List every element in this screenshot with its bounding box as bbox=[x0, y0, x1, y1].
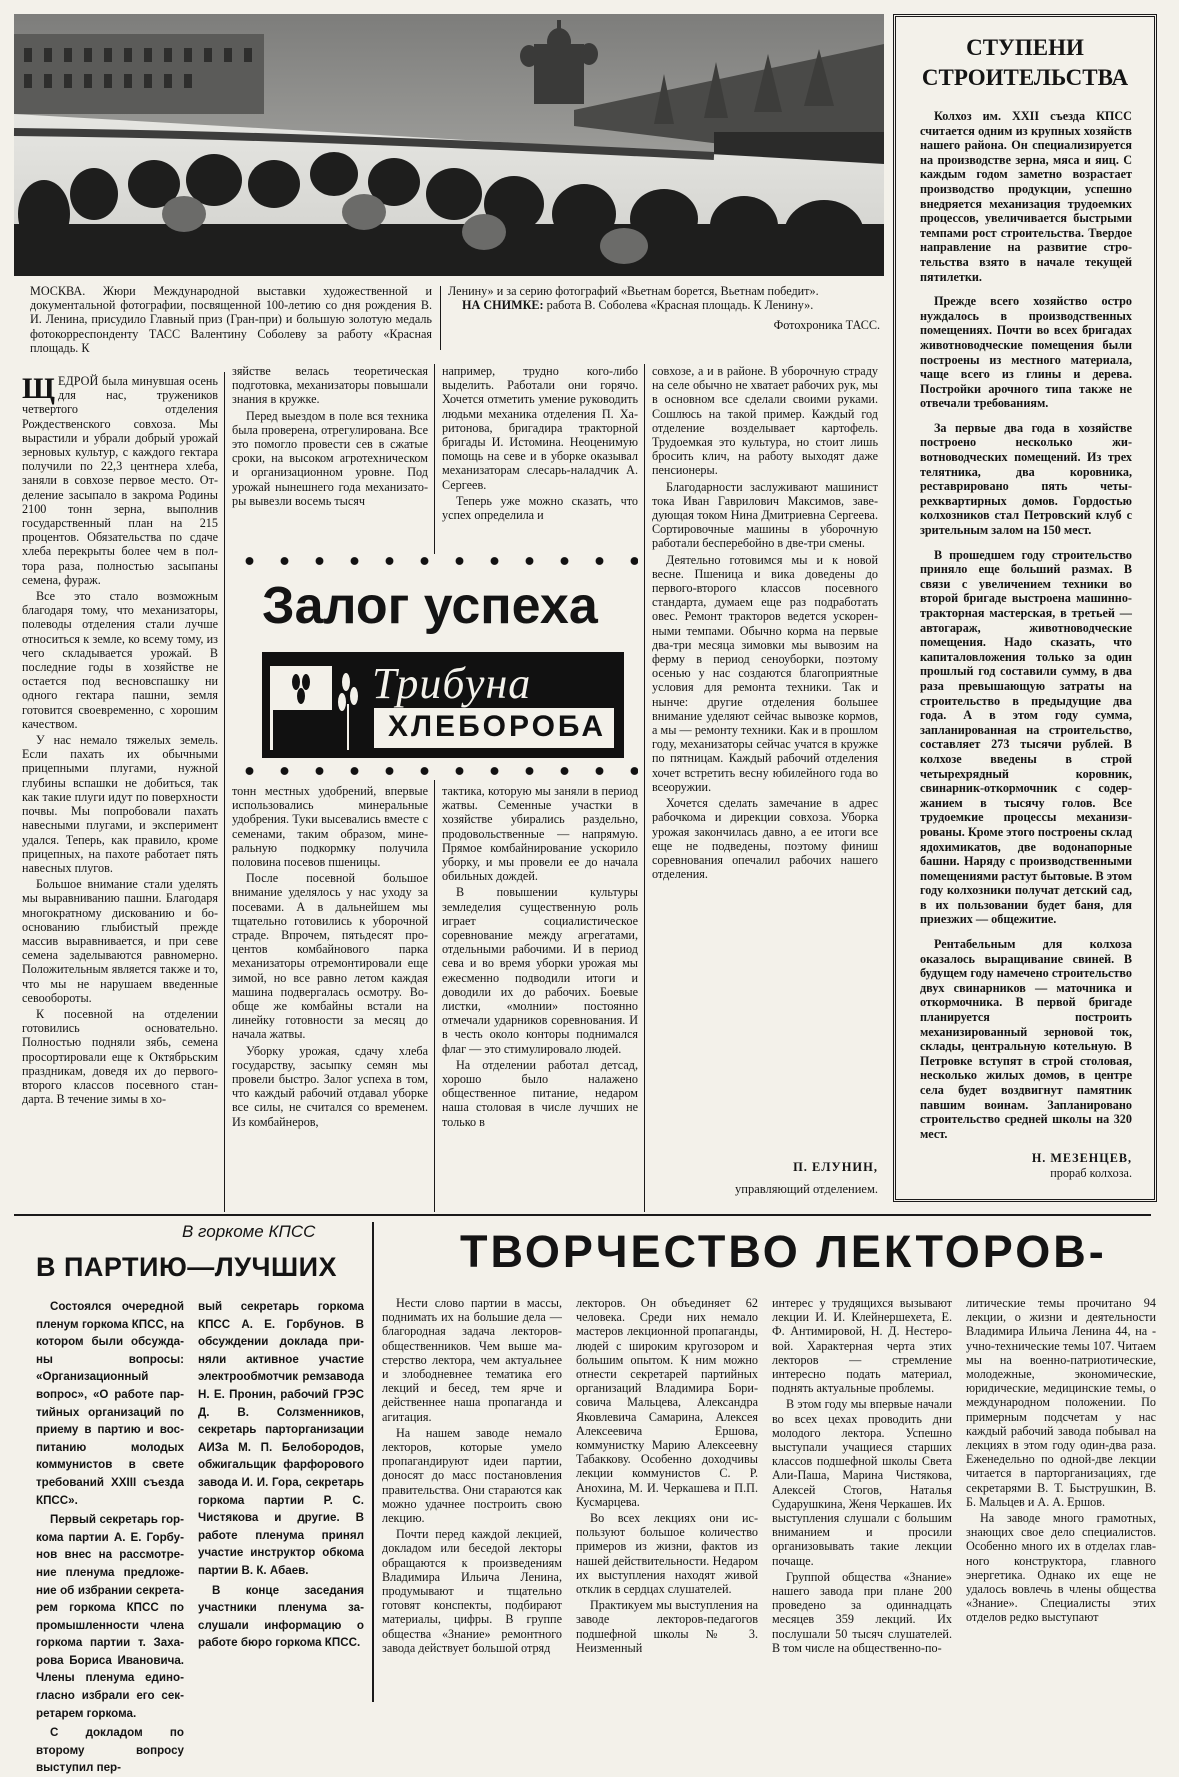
sidebar-paragraph: За первые два года в хозяйстве построено несколько животноводческих помещений. Из трех телятника, два коровника, реставрировано пять четырехквартирных домов. Гордостью колхозников стал Петровский клуб с зрительным залом на 150 мест. bbox=[920, 420, 1132, 538]
lektory-column-1 bbox=[382, 1296, 562, 1702]
lektory-paragraph: Во всех лекциях они используют большое количество примеров из жизни, фактов из нашей действительности. Недаром их выступления находят живой отклик в сердцах слушателей. bbox=[576, 1511, 758, 1597]
sidebar-paragraph: Колхоз им. XXII съезда КПСС считается одним из крупных хозяйств нашего района. Он специализируется на производстве зерна, мяса и яиц. С каждым годом заметно возрастает производство продукции, успешно внедряется механизация трудоемких процессов, увеличивается быстрыми темпами рост строительства. Твердое направление на развитие стротельства взято в начале текущей пятилетки. bbox=[920, 109, 1132, 284]
zalog-paragraph: Хочется сделать замечание в адрес рабочкома и дирекции совхоза. Уборка урожая закончилась давно, а ее итоги все еще не подведены, поэтому финиш соревнования опечалил рабочих нашего отделения. bbox=[652, 796, 878, 882]
zalog-paragraph: ЕДРОЙ была минувшая осень для нас, тружеников четвертого отделения Рождественского совхоза. Мы вырастили и убрали добрый урожай зерновых культур, с каждого гектара получили по 22,3 центнера хлеба, заняли в совхозе первое место. Отделение засыпало в закрома Родины 2100 тонн зерна, выполнив государственный план на 215 процентов. Обязательства по сдаче хлеба перекрыты более чем в полтора раза, полностью засыпаны семена, фураж. bbox=[22, 374, 218, 587]
column-divider bbox=[434, 364, 435, 554]
zalog-paragraph: Уборку урожая, сдачу хлеба государству, засыпку семян мы провели быстро. Залог успеха в том, что каждый рабочий отдавал уборке все силы, не считался со временем. Из комбайнеров, bbox=[232, 1043, 428, 1129]
zalog-paragraph: В повышении культуры земледелия существенную роль играет социалистическое соревнование между агрегатами, отдельными рабочими. И в период сева и во время уборки урожая мы ежесменно подводили итоги и доводили их до рабочих. Боевые листки, «молнии» постоянно отмечали ударников соревнования. И в честь около конторы поднимался флаг — это стимулировало людей. bbox=[442, 885, 638, 1056]
photo-caption-right bbox=[448, 284, 880, 333]
zalog-headline: Залог успеха bbox=[262, 577, 598, 635]
red-square-photo bbox=[14, 14, 884, 276]
lektory-headline: ТВОРЧЕСТВО ЛЕКТОРОВ- bbox=[460, 1226, 1107, 1277]
photo-credit: Фотохроника ТАСС. bbox=[773, 318, 880, 333]
column-divider bbox=[372, 1222, 374, 1702]
zalog-column-3-top bbox=[442, 364, 638, 556]
section-divider bbox=[14, 1214, 1151, 1216]
on-photo-label: НА СНИМКЕ: bbox=[462, 298, 544, 313]
zalog-paragraph: зяйстве велась теоретическая подготовка, механизаторы повышали знания в кружке. bbox=[232, 364, 428, 407]
lektory-paragraph: интерес у трудящихся вызывают лекции И. И. Клейнершехета, Е. Ф. Антимировой, Н. Д. Нестеровой. Характерная черта этих лекторов — стремление интересно подать материал, поднять актуальные проблемы. bbox=[772, 1296, 952, 1396]
zalog-paragraph: Благодарности заслуживают машинист тока Иван Гаврилович Максимов, заведующая током Нина Дмитриевна Сергеева. Сортировочные машины в уборочную работали бесперебойно в две-три смены. bbox=[652, 479, 878, 551]
sidebar-paragraph: В прошедшем году строительство приняло еще больший размах. В связи с увеличением техники во второй бригаде выстроена машинно-тракторная мастерская, в третьей — автогараж, животноводческие помещения. Надо сказать, что капиталовложения только за один прошлый год составили сумму, в два раза превышающую затраты на строительство в предыдущие два года. А в этом году сумма, запланированная на строительство, составляет 273 тысячи рублей. В колхозе введены в строй четырехрядный коровник, свинарник-откормочник с содержанием в тысячу голов. Все трудоемкие процессы механизированы. Кроме этого построены склад ядохимикатов, две водонапорные башни. Наряду с производственными помещениями растут бытовые. В этом году колхозники получат детский сад, в их пользовании будет баня, для приезжих — общежитие. bbox=[920, 547, 1132, 927]
lektory-column-3 bbox=[772, 1296, 952, 1702]
lektory-paragraph: На нашем заводе немало лекторов, которые умело пропагандируют идеи партии, доносят до масс постановления правительства. Они стараются как можно удачнее построить свою лекцию. bbox=[382, 1425, 562, 1526]
gorkom-column-2 bbox=[198, 1298, 364, 1702]
gorkom-column-1 bbox=[36, 1298, 184, 1775]
lektory-paragraph: Почти перед каждой лекцией, докладом или беседой лекторы обращаются к произведениям Владимира Ильича Ленина, продумывают и тщательно готовят конспекты, подбирают материалы, цифры. В группе общества «Знание» ремонтного завода действует большой отряд bbox=[382, 1527, 562, 1655]
caption-divider bbox=[440, 286, 441, 350]
tribuna-khleboroba-banner bbox=[262, 652, 624, 758]
zalog-paragraph: После посевной большое внимание уделялось у нас уходу за посевами. А в дальнейшем мы тщательно готовились к уборочной страде. Впрочем, пятьдесят процентов комбайнового парка механизаторы отремонтировали еще зимой, но все равно летом каждая машина подвергалась осмотру. Вообще же комбайны встали на линейку готовности за месяц до начала жатвы. bbox=[232, 871, 428, 1042]
gorkom-paragraph: С докладом по второму вопросу выступил пер- bbox=[36, 1726, 184, 1775]
photo-caption-continued: Ленину» и за серию фотографий «Вьетнам борется, Вьетнам победит». bbox=[448, 284, 819, 298]
zalog-paragraph: К посевной на отделении готовились основательно. Полностью подняли зябь, семена просортировали еще к Октябрьским праздникам, доведя их до первого-второго классов посевного стандарта. В течение зимы в хо- bbox=[22, 1006, 218, 1107]
dotted-border-top bbox=[232, 556, 638, 566]
zalog-author: П. ЕЛУНИН, bbox=[793, 1160, 878, 1174]
lektory-paragraph: В этом году мы впервые начали во всех цехах проводить дни молодого лектора. Успешно выступали учащиеся старших классов подшефной школы Света Али-Паша, Марина Чистякова, Алексей Стогов, Наталья Сударушкина, Женя Черкашев. Их выступления слушали с большим вниманием и просили организовывать такие лекции почаще. bbox=[772, 1397, 952, 1568]
banner-word-tribuna: Трибуна bbox=[372, 659, 532, 708]
sidebar-headline bbox=[896, 33, 1154, 93]
zalog-column-1 bbox=[22, 374, 218, 1214]
zalog-column-3-bottom bbox=[442, 784, 638, 1214]
zalog-paragraph: У нас немало тяжелых земель. Если пахать их обычными прицепными плугами, нужной глубины вспашки не добиться, так как такие плуги идут по поверхности почвы. Мы попробовали пахать навесными плугами, и эксперимент удался. Теперь, как правило, кроме прицепных, на пахоте работает пять навесных плугов. bbox=[22, 733, 218, 875]
gorkom-paragraph: Состоялся очередной пленум горкома КПСС, на котором были обсужданы вопросы: «Организационный вопрос», «О работе партийных организаций по приему в партию и воспитанию молодых коммунистов в свете требований XXIII съезда КПСС». bbox=[36, 1300, 184, 1507]
sidebar-paragraph: Прежде всего хозяйство остро нуждалось в производственных помещениях. Почти во всех бригадах животноводческие помещения были построены из местного материала, чаще всего из глины и дерева. Постройки арочного типа также не отвечали требованиям. bbox=[920, 294, 1132, 411]
zalog-paragraph: например, трудно кого-либо выделить. Работали они горячо. Хочется отметить умение руководить людьми механика отделения П. Харитонова, бригадира тракторной бригады И. Истомина. Неоценимую помощь на севе и в уборке оказывал механизаторам слесарь-наладчик А. Сергеев. bbox=[442, 364, 638, 492]
banner-word-khleboroba: ХЛЕБОРОБА bbox=[388, 710, 607, 743]
sidebar-article-stupeni bbox=[893, 14, 1157, 1202]
lektory-paragraph: литические темы прочитано 94 лекции, о жизни и деятельности Владимира Ильича Ленина 44, на учно-технические темы 107. Читаем мы на военно-патриотические, молодежные, экономические, юридические, медицинские темы, о международном положении. По примерным подсчетам у нас каждый рабочий завода побывал на лекциях в этом году один-два раза. Еженедельно по одной-две лекции читается в парторганизациях, где секретарями В. Т. Быструшкин, В. Б. Мальцев и А. А. Ершов. bbox=[966, 1296, 1156, 1509]
photo-caption-left: МОСКВА. Жюри Международной выставки художественной и документальной фотографии, посвященной 100-летию со дня рождения В. И. Ленина, присудило Главный приз (Гран-при) и большую золотую медаль фотокорреспонденту ТАСС Валентину Соболеву за работу «Красная площадь. К bbox=[30, 284, 432, 355]
lektory-paragraph: Практикуем мы выступления на заводе лекторов-педагогов подшефной школы № 3. Неизменный bbox=[576, 1598, 758, 1655]
zalog-column-2-top bbox=[232, 364, 428, 556]
zalog-paragraph: совхозе, а и в районе. В уборочную страду на селе обычно не хватает рабочих рук, мы в основном все сделали своими руками. Сошлюсь на такой пример. Каждый год отделение возделывает картофель. Трудоемкая это культура, но стоит лишь бросить клич, на работу выходят даже пенсионеры. bbox=[652, 364, 878, 478]
zalog-paragraph: Все это стало возможным благодаря тому, что механизаторы, полеводы отделения стали лучше относиться к земле, ко всему тому, из чего складывается урожай. В последние годы в хозяйстве не остается под весновспашку ни одного гектара пашни, земля готовится своевременно, с хорошим качеством. bbox=[22, 589, 218, 731]
sidebar-body bbox=[920, 109, 1132, 1181]
zalog-paragraph: На отделении работал детсад, хорошо было налажено общественное питание, недаром наша столовая в числе лучших не только в bbox=[442, 1057, 638, 1129]
sidebar-headline-line2: СТРОИТЕЛЬСТВА bbox=[921, 65, 1129, 90]
column-divider bbox=[224, 372, 225, 1212]
dotted-border-bottom bbox=[232, 766, 638, 776]
lektory-paragraph: Нести слово партии в массы, поднимать их на большие дела — благородная задача лекторов-общественников. Чем выше мастерство лектора, чем актуальнее и злободневнее тематика его лекций и бесед, тем ярче и действеннее наша пропаганда и агитация. bbox=[382, 1296, 562, 1424]
wheat-flag-icon bbox=[262, 652, 366, 758]
zalog-paragraph: тактика, которую мы заняли в период жатвы. Семенные участки в хозяйстве убирались раздельно, продовольственные — напрямую. Прямое комбайнирование ускорило уборку, и мы провели ее до начала обильных дождей. bbox=[442, 784, 638, 884]
zalog-paragraph: Деятельно готовимся мы и к новой весне. Пшеница и вика доведены до первого-второго классов посевного стандарта, думаем еще раз подработать овес. Ремонт тракторов ведется ускоренными темпами. Обычно корма на первые два-три месяца зимовки мы вывозим на ферму в период сеноуборки, поэтому осенью у нас создаются благоприятные условия для ремонта техники. Так и нынче: другие отделения большее внимание уделяют сейчас вывозке кормов, а мы — ремонту техники. Как и в прошлом году, механизаторы сейчас учатся в кружке по пятницам. Каждый рабочий отделения хочет встретить весну юбилейного года во всеоружии. bbox=[652, 552, 878, 794]
gorkom-kicker: В горкоме КПСС bbox=[182, 1222, 316, 1241]
lektory-paragraph: лекторов. Он объединяет 62 человека. Среди них немало мастеров лекционной пропаганды, людей с широким кругозором и большим опытом. К ним можно отнести секретарей партийных организаций Владимира Борисовича Мальцева, Александра Яковлевича Самарина, Алексея Алексеевича Ершова, коммунистку Марию Алексеевну Табаккову. Особенно доходчивы лекции коммунистов С. Р. Анохина, М. И. Черкашева и П.П. Кусмарцева. bbox=[576, 1296, 758, 1509]
sidebar-paragraph: Рентабельным для колхоза оказалось выращивание свиней. В будущем году намечено строительство двух свинарников — маточника и откормочника. В первой бригаде планируется построить механизированный зерновой ток, склады, центральную котельную. В Петровке вступят в строй столовая, несколько жилых домов, в центре села будет воздвигнут памятник павшим воинам. Запланировано строительство средней школы на 320 мест. bbox=[920, 937, 1132, 1141]
sidebar-author-title: прораб колхоза. bbox=[1050, 1165, 1132, 1180]
on-photo-text: работа В. Соболева «Красная площадь. К Ленину». bbox=[546, 298, 814, 313]
gorkom-paragraph: Первый секретарь горкома партии А. Е. Горбунов внес на рассмотрение пленума предложение об избрании секретарем горкома КПСС по промышленности члена горкома партии т. Захарова Бориса Ивановича. Члены пленума единогласно избрали его секретарем горкома. bbox=[36, 1513, 184, 1720]
gorkom-paragraph: вый секретарь горкома КПСС А. Е. Горбунов. В обсуждении доклада приняли активное участие электрообмотчик ремзавода Н. Е. Пронин, рабочий ГРЭС Д. В. Солзменников, секретарь парторганизации АИЗа М. П. Белобородов, обжигальщик фарфорового завода И. И. Гора, секретарь горкома партии Р. С. Чистякова и другие. В работе пленума принял участие инструктор обкома партии В. К. Абаев. bbox=[198, 1300, 364, 1577]
lektory-column-2 bbox=[576, 1296, 758, 1702]
sidebar-author: Н. МЕЗЕНЦЕВ, bbox=[1031, 1151, 1132, 1166]
zalog-column-2-bottom bbox=[232, 784, 428, 1214]
lektory-paragraph: Группой общества «Знание» нашего завода при плане 200 проведено за одиннадцать месяцев 359 лекций. Их послушали 50 тысяч слушателей. В том числе на общественно-по- bbox=[772, 1569, 952, 1655]
dropcap-letter: Щ bbox=[22, 372, 55, 405]
zalog-author-title: управляющий отделением. bbox=[735, 1182, 878, 1196]
banner-word-khleboroba-box bbox=[374, 708, 614, 748]
zalog-paragraph: тонн местных удобрений, впервые использовались минеральные удобрения. Туки высевались вместе с семенами, таким образом, минеральную подкормку получила половина посевов пшеницы. bbox=[232, 784, 428, 870]
gorkom-headline: В ПАРТИЮ—ЛУЧШИХ bbox=[36, 1252, 338, 1282]
photo-illustration bbox=[14, 14, 884, 276]
zalog-paragraph: Теперь уже можно сказать, что успех определила и bbox=[442, 493, 638, 523]
lektory-column-4 bbox=[966, 1296, 1156, 1702]
lektory-paragraph: На заводе много грамотных, знающих свое дело специалистов. Особенно много их в отделах главного конструктора, главного энергетика. Однако их еще не удалось вовлечь в члены общества «Знание». Специалисты этих отделов редко выступают bbox=[966, 1511, 1156, 1625]
zalog-column-4 bbox=[652, 364, 878, 1156]
column-divider bbox=[644, 364, 645, 1212]
zalog-paragraph: Большое внимание стали уделять мы выравниванию пашни. Благодаря многократному дискованию и бооснованию глыбистый прежде массив выравнивается, и при севе семена заделываются равномерно. Положительным является также и то, что мы не нарушаем введенные севообороты. bbox=[22, 877, 218, 1005]
sidebar-headline-line1: СТУПЕНИ bbox=[966, 35, 1084, 60]
zalog-paragraph: Перед выездом в поле вся техника была проверена, отрегулирована. Все это помогло провести сев в сжатые сроки, на высоком агротехническом и организационном уровне. Под урожай нынешнего года механизаторы вывезли восемь тысяч bbox=[232, 408, 428, 508]
column-divider bbox=[434, 780, 435, 1212]
gorkom-paragraph: В конце заседания участники пленума заслушали информацию о работе бюро горкома КПСС. bbox=[198, 1583, 364, 1650]
